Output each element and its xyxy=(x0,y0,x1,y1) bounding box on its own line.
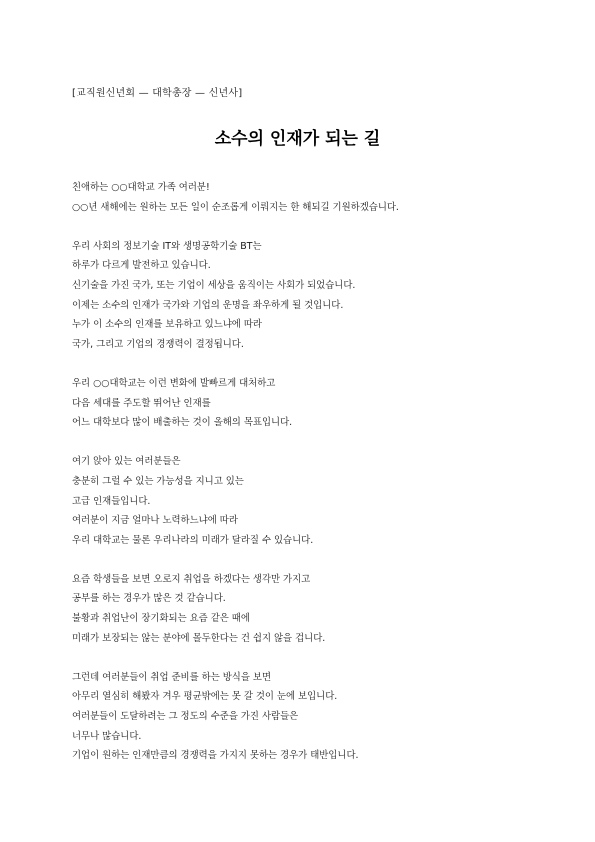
text-line: 여기 앉아 있는 여러분들은 xyxy=(72,456,181,468)
text-line: 우리 사회의 정보기술 IT와 생명공학기술 BT는 xyxy=(72,240,262,252)
document-title: 소수의 인재가 되는 길 xyxy=(214,129,381,149)
text-line: 이제는 소수의 인재가 국가와 기업의 운명을 좌우하게 될 것입니다. xyxy=(72,299,344,311)
text-line: 누가 이 소수의 인재를 보유하고 있느냐에 따라 xyxy=(72,319,262,331)
text-line: 고급 인재들입니다. xyxy=(72,495,151,507)
text-line: 하루가 다르게 발전하고 있습니다. xyxy=(72,260,211,272)
speech-body xyxy=(72,178,532,785)
text-line: 그런데 여러분들이 취업 준비를 하는 방식을 보면 xyxy=(72,671,272,683)
paragraph xyxy=(72,668,532,766)
paragraph xyxy=(72,178,532,217)
text-line: 다음 세대를 주도할 뛰어난 인재를 xyxy=(72,397,211,409)
text-line: ○○년 새해에는 원하는 모든 일이 순조롭게 이뤄지는 한 해되길 기원하겠습니다. xyxy=(72,201,399,213)
text-line: 요즘 학생들을 보면 오로지 취업을 하겠다는 생각만 가지고 xyxy=(72,573,311,585)
text-line: 우리 ○○대학교는 이런 변화에 발빠르게 대처하고 xyxy=(72,377,276,389)
text-line: 미래가 보장되는 않는 분야에 몰두한다는 건 쉽지 않을 겁니다. xyxy=(72,632,326,644)
text-line: 여러분들이 도달하려는 그 정도의 수준을 가진 사람들은 xyxy=(72,711,299,723)
text-line: 친애하는 ○○대학교 가족 여러분! xyxy=(72,182,210,193)
text-line: 신기술을 가진 국가, 또는 기업이 세상을 움직이는 사회가 되었습니다. xyxy=(72,279,356,291)
text-line: 공부를 하는 경우가 많은 것 같습니다. xyxy=(72,593,226,605)
text-line: 기업이 원하는 인재만큼의 경쟁력을 가지지 못하는 경우가 태반입니다. xyxy=(72,750,359,762)
paragraph xyxy=(72,237,532,355)
text-line: 충분히 그럴 수 있는 가능성을 지니고 있는 xyxy=(72,475,244,487)
document-header-label: [교직원신년회 — 대학총장 — 신년사] xyxy=(72,88,243,99)
text-line: 너무나 많습니다. xyxy=(72,730,142,742)
text-line: 어느 대학보다 많이 배출하는 것이 올해의 목표입니다. xyxy=(72,417,293,429)
text-line: 여러분이 지금 얼마나 노력하느냐에 따라 xyxy=(72,515,238,527)
text-line: 국가, 그리고 기업의 경쟁력이 결정됩니다. xyxy=(72,338,244,350)
paragraph xyxy=(72,374,532,433)
text-line: 불황과 취업난이 장기화되는 요즘 같은 때에 xyxy=(72,613,250,625)
text-line: 아무리 열심히 해봤자 겨우 평균밖에는 못 갈 것이 눈에 보입니다. xyxy=(72,691,338,703)
paragraph xyxy=(72,452,532,550)
text-line: 우리 대학교는 물론 우리나라의 미래가 달라질 수 있습니다. xyxy=(72,534,314,546)
paragraph xyxy=(72,570,532,648)
